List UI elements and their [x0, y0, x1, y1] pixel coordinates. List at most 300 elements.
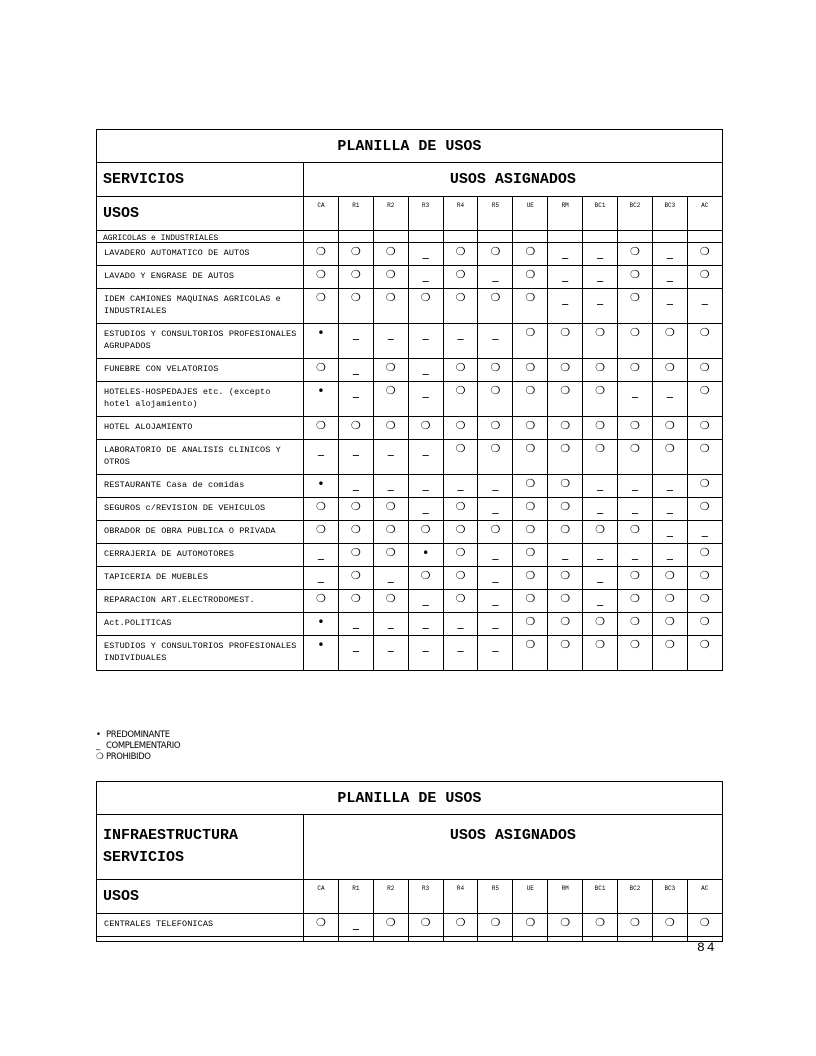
prohibido-icon: ❍ [687, 382, 722, 417]
prohibido-icon: ❍ [513, 417, 548, 440]
prohibido-icon: ❍ [443, 440, 478, 475]
complementario-icon: _ [408, 324, 443, 359]
column-header: R5 [478, 197, 513, 231]
complementario-icon: _ [443, 475, 478, 498]
complementario-icon: _ [652, 243, 687, 266]
complementario-icon: _ [373, 613, 408, 636]
column-header: BC1 [583, 880, 618, 914]
complementario-icon: _ [373, 324, 408, 359]
usos-label: USOS [97, 197, 304, 231]
prohibido-icon: ❍ [304, 521, 339, 544]
empty-cell [687, 231, 722, 243]
prohibido-icon: ❍ [373, 521, 408, 544]
empty-cell [548, 231, 583, 243]
empty-cell [304, 937, 339, 942]
predominante-icon: • [304, 636, 339, 671]
column-header: UE [513, 880, 548, 914]
column-header: BC2 [618, 197, 653, 231]
prohibido-icon: ❍ [583, 521, 618, 544]
legend-prohibido-label: PROHIBIDO [106, 752, 151, 762]
prohibido-icon: ❍ [583, 417, 618, 440]
column-header: AC [687, 197, 722, 231]
complementario-icon: _ [478, 475, 513, 498]
prohibido-icon: ❍ [618, 914, 653, 937]
prohibido-icon: ❍ [618, 266, 653, 289]
prohibido-icon: ❍ [548, 521, 583, 544]
prohibido-icon: ❍ [618, 440, 653, 475]
prohibido-icon: ❍ [443, 590, 478, 613]
prohibido-icon: ❍ [618, 243, 653, 266]
row-label: IDEM CAMIONES MAQUINAS AGRICOLAS e INDUSTRIALES [97, 289, 304, 324]
prohibido-icon: ❍ [513, 289, 548, 324]
legend [96, 730, 180, 763]
prohibido-icon: ❍ [443, 289, 478, 324]
empty-cell [513, 937, 548, 942]
empty-cell [618, 231, 653, 243]
prohibido-icon: ❍ [548, 914, 583, 937]
category-line-2: SERVICIOS [103, 849, 185, 866]
dot-icon: • [96, 730, 101, 740]
prohibido-icon: ❍ [338, 590, 373, 613]
prohibido-icon: ❍ [478, 359, 513, 382]
complementario-icon: _ [304, 567, 339, 590]
table-row [97, 914, 723, 937]
prohibido-icon: ❍ [478, 243, 513, 266]
prohibido-icon: ❍ [687, 243, 722, 266]
column-header: R3 [408, 197, 443, 231]
empty-cell [652, 937, 687, 942]
column-header: R1 [338, 880, 373, 914]
prohibido-icon: ❍ [443, 417, 478, 440]
complementario-icon: _ [408, 590, 443, 613]
prohibido-icon: ❍ [304, 289, 339, 324]
complementario-icon: _ [338, 324, 373, 359]
predominante-icon: • [304, 613, 339, 636]
prohibido-icon: ❍ [513, 567, 548, 590]
table-row [97, 324, 723, 359]
complementario-icon: _ [373, 440, 408, 475]
table-row [97, 567, 723, 590]
empty-cell [652, 231, 687, 243]
prohibido-icon: ❍ [652, 613, 687, 636]
prohibido-icon: ❍ [373, 289, 408, 324]
prohibido-icon: ❍ [304, 266, 339, 289]
prohibido-icon: ❍ [478, 382, 513, 417]
complementario-icon: _ [652, 475, 687, 498]
prohibido-icon: ❍ [443, 521, 478, 544]
prohibido-icon: ❍ [478, 521, 513, 544]
column-header: R1 [338, 197, 373, 231]
prohibido-icon: ❍ [373, 914, 408, 937]
usos-table-servicios [96, 129, 723, 671]
row-label: Act.POLITICAS [97, 613, 304, 636]
prohibido-icon: ❍ [548, 636, 583, 671]
prohibido-icon: ❍ [338, 289, 373, 324]
page-number: 84 [697, 940, 717, 955]
complementario-icon: _ [478, 266, 513, 289]
prohibido-icon: ❍ [338, 266, 373, 289]
prohibido-icon: ❍ [338, 567, 373, 590]
complementario-icon: _ [583, 590, 618, 613]
predominante-icon: • [304, 382, 339, 417]
prohibido-icon: ❍ [338, 521, 373, 544]
prohibido-icon: ❍ [618, 590, 653, 613]
circle-icon: ❍ [96, 752, 104, 762]
prohibido-icon: ❍ [513, 382, 548, 417]
complementario-icon: _ [687, 521, 722, 544]
table-row [97, 359, 723, 382]
row-label: ESTUDIOS Y CONSULTORIOS PROFESIONALES AGRUPADOS [97, 324, 304, 359]
prohibido-icon: ❍ [618, 417, 653, 440]
complementario-icon: _ [338, 636, 373, 671]
column-header: BC3 [652, 880, 687, 914]
empty-cell [443, 231, 478, 243]
empty-cell [408, 231, 443, 243]
prohibido-icon: ❍ [373, 417, 408, 440]
prohibido-icon: ❍ [548, 498, 583, 521]
column-header: R5 [478, 880, 513, 914]
prohibido-icon: ❍ [548, 417, 583, 440]
prohibido-icon: ❍ [652, 417, 687, 440]
prohibido-icon: ❍ [687, 636, 722, 671]
column-header: BC2 [618, 880, 653, 914]
column-header: RM [548, 880, 583, 914]
prohibido-icon: ❍ [583, 613, 618, 636]
complementario-icon: _ [408, 440, 443, 475]
table-row [97, 544, 723, 567]
prohibido-icon: ❍ [652, 359, 687, 382]
column-header: CA [304, 197, 339, 231]
column-header: CA [304, 880, 339, 914]
table-row [97, 498, 723, 521]
prohibido-icon: ❍ [373, 544, 408, 567]
column-header: R4 [443, 880, 478, 914]
planilla-servicios [96, 129, 722, 671]
assigned-header-2: USOS ASIGNADOS [304, 815, 723, 880]
prohibido-icon: ❍ [652, 636, 687, 671]
empty-cell [338, 231, 373, 243]
empty-cell [548, 937, 583, 942]
usos-table-infraestructura [96, 781, 723, 942]
complementario-icon: _ [408, 475, 443, 498]
complementario-icon: _ [408, 266, 443, 289]
column-header: R4 [443, 197, 478, 231]
column-header: R2 [373, 880, 408, 914]
prohibido-icon: ❍ [408, 567, 443, 590]
legend-predominante-label: PREDOMINANTE [106, 730, 170, 740]
prohibido-icon: ❍ [304, 359, 339, 382]
complementario-icon: _ [618, 544, 653, 567]
complementario-icon: _ [304, 440, 339, 475]
complementario-icon: _ [548, 544, 583, 567]
row-label: CERRAJERIA DE AUTOMOTORES [97, 544, 304, 567]
prohibido-icon: ❍ [548, 613, 583, 636]
table-row [97, 521, 723, 544]
prohibido-icon: ❍ [652, 567, 687, 590]
predominante-icon: • [304, 324, 339, 359]
complementario-icon: _ [652, 498, 687, 521]
empty-cell [373, 231, 408, 243]
row-label: HOTELES-HOSPEDAJES etc. (excepto hotel alojamiento) [97, 382, 304, 417]
prohibido-icon: ❍ [443, 914, 478, 937]
complementario-icon: _ [687, 289, 722, 324]
table-row [97, 440, 723, 475]
column-header: BC3 [652, 197, 687, 231]
prohibido-icon: ❍ [513, 266, 548, 289]
prohibido-icon: ❍ [408, 289, 443, 324]
complementario-icon: _ [338, 613, 373, 636]
row-label: CENTRALES TELEFONICAS [97, 914, 304, 937]
category-label-2 [97, 815, 304, 880]
prohibido-icon: ❍ [408, 417, 443, 440]
prohibido-icon: ❍ [513, 243, 548, 266]
prohibido-icon: ❍ [548, 359, 583, 382]
empty-cell [618, 937, 653, 942]
table-title: PLANILLA DE USOS [97, 130, 723, 163]
row-label: LABORATORIO DE ANALISIS CLINICOS Y OTROS [97, 440, 304, 475]
prohibido-icon: ❍ [583, 440, 618, 475]
prohibido-icon: ❍ [687, 440, 722, 475]
row-label: REPARACION ART.ELECTRODOMEST. [97, 590, 304, 613]
prohibido-icon: ❍ [618, 289, 653, 324]
table-row [97, 613, 723, 636]
complementario-icon: _ [338, 382, 373, 417]
complementario-icon: _ [583, 243, 618, 266]
complementario-icon: _ [338, 359, 373, 382]
prohibido-icon: ❍ [304, 498, 339, 521]
empty-cell [97, 937, 304, 942]
prohibido-icon: ❍ [687, 266, 722, 289]
prohibido-icon: ❍ [373, 498, 408, 521]
legend-predominante [96, 730, 180, 741]
prohibido-icon: ❍ [548, 382, 583, 417]
prohibido-icon: ❍ [513, 590, 548, 613]
prohibido-icon: ❍ [304, 417, 339, 440]
prohibido-icon: ❍ [618, 359, 653, 382]
prohibido-icon: ❍ [443, 544, 478, 567]
table-row [97, 266, 723, 289]
prohibido-icon: ❍ [513, 544, 548, 567]
table-row [97, 590, 723, 613]
prohibido-icon: ❍ [513, 324, 548, 359]
prohibido-icon: ❍ [687, 324, 722, 359]
row-label: TAPICERIA DE MUEBLES [97, 567, 304, 590]
assigned-header: USOS ASIGNADOS [304, 163, 723, 197]
complementario-icon: _ [652, 289, 687, 324]
complementario-icon: _ [338, 914, 373, 937]
prohibido-icon: ❍ [548, 567, 583, 590]
row-label: LAVADERO AUTOMATICO DE AUTOS [97, 243, 304, 266]
empty-row [97, 937, 723, 942]
table-row [97, 243, 723, 266]
prohibido-icon: ❍ [304, 590, 339, 613]
complementario-icon: _ [443, 636, 478, 671]
complementario-icon: _ [373, 567, 408, 590]
complementario-icon: _ [618, 382, 653, 417]
complementario-icon: _ [338, 475, 373, 498]
prohibido-icon: ❍ [443, 567, 478, 590]
prohibido-icon: ❍ [513, 521, 548, 544]
legend-complementario [96, 741, 180, 752]
prohibido-icon: ❍ [652, 324, 687, 359]
complementario-icon: _ [618, 498, 653, 521]
complementario-icon: _ [583, 498, 618, 521]
prohibido-icon: ❍ [338, 417, 373, 440]
table-row [97, 636, 723, 671]
prohibido-icon: ❍ [373, 243, 408, 266]
prohibido-icon: ❍ [338, 498, 373, 521]
complementario-icon: _ [548, 266, 583, 289]
complementario-icon: _ [408, 498, 443, 521]
complementario-icon: _ [408, 359, 443, 382]
prohibido-icon: ❍ [443, 359, 478, 382]
complementario-icon: _ [583, 475, 618, 498]
prohibido-icon: ❍ [687, 590, 722, 613]
prohibido-icon: ❍ [443, 266, 478, 289]
prohibido-icon: ❍ [687, 613, 722, 636]
prohibido-icon: ❍ [583, 324, 618, 359]
column-header: UE [513, 197, 548, 231]
prohibido-icon: ❍ [687, 567, 722, 590]
prohibido-icon: ❍ [618, 636, 653, 671]
complementario-icon: _ [478, 613, 513, 636]
prohibido-icon: ❍ [618, 567, 653, 590]
prohibido-icon: ❍ [478, 440, 513, 475]
complementario-icon: _ [338, 440, 373, 475]
complementario-icon: _ [478, 498, 513, 521]
prohibido-icon: ❍ [478, 914, 513, 937]
prohibido-icon: ❍ [618, 613, 653, 636]
prohibido-icon: ❍ [583, 636, 618, 671]
prohibido-icon: ❍ [373, 590, 408, 613]
prohibido-icon: ❍ [513, 636, 548, 671]
column-header: AC [687, 880, 722, 914]
complementario-icon: _ [652, 382, 687, 417]
empty-cell [373, 937, 408, 942]
complementario-icon: _ [583, 289, 618, 324]
complementario-icon: _ [652, 544, 687, 567]
prohibido-icon: ❍ [583, 382, 618, 417]
complementario-icon: _ [304, 544, 339, 567]
complementario-icon: _ [652, 521, 687, 544]
column-header: RM [548, 197, 583, 231]
empty-cell [583, 937, 618, 942]
table-row [97, 417, 723, 440]
column-header: R2 [373, 197, 408, 231]
prohibido-icon: ❍ [373, 359, 408, 382]
prohibido-icon: ❍ [478, 417, 513, 440]
prohibido-icon: ❍ [618, 521, 653, 544]
complementario-icon: _ [548, 243, 583, 266]
empty-cell [304, 231, 339, 243]
empty-cell [478, 231, 513, 243]
complementario-icon: _ [548, 289, 583, 324]
empty-cell [513, 231, 548, 243]
prohibido-icon: ❍ [687, 544, 722, 567]
prohibido-icon: ❍ [373, 382, 408, 417]
prohibido-icon: ❍ [304, 914, 339, 937]
prohibido-icon: ❍ [513, 613, 548, 636]
complementario-icon: _ [652, 266, 687, 289]
prohibido-icon: ❍ [304, 243, 339, 266]
prohibido-icon: ❍ [548, 324, 583, 359]
prohibido-icon: ❍ [443, 382, 478, 417]
complementario-icon: _ [408, 636, 443, 671]
row-label: SEGUROS c/REVISION DE VEHICULOS [97, 498, 304, 521]
prohibido-icon: ❍ [513, 359, 548, 382]
predominante-icon: • [408, 544, 443, 567]
continuation-label: AGRICOLAS e INDUSTRIALES [97, 231, 304, 243]
empty-cell [478, 937, 513, 942]
complementario-icon: _ [408, 382, 443, 417]
prohibido-icon: ❍ [548, 475, 583, 498]
prohibido-icon: ❍ [513, 440, 548, 475]
complementario-icon: _ [443, 324, 478, 359]
empty-cell [443, 937, 478, 942]
underscore-icon: _ [96, 741, 100, 751]
prohibido-icon: ❍ [687, 475, 722, 498]
complementario-icon: _ [618, 475, 653, 498]
complementario-icon: _ [583, 266, 618, 289]
row-label: FUNEBRE CON VELATORIOS [97, 359, 304, 382]
predominante-icon: • [304, 475, 339, 498]
prohibido-icon: ❍ [548, 590, 583, 613]
complementario-icon: _ [478, 324, 513, 359]
prohibido-icon: ❍ [583, 359, 618, 382]
complementario-icon: _ [408, 243, 443, 266]
row-label: ESTUDIOS Y CONSULTORIOS PROFESIONALES INDIVIDUALES [97, 636, 304, 671]
prohibido-icon: ❍ [687, 417, 722, 440]
prohibido-icon: ❍ [687, 359, 722, 382]
prohibido-icon: ❍ [618, 324, 653, 359]
row-label: OBRADOR DE OBRA PUBLICA O PRIVADA [97, 521, 304, 544]
prohibido-icon: ❍ [513, 914, 548, 937]
prohibido-icon: ❍ [513, 498, 548, 521]
empty-cell [408, 937, 443, 942]
row-label: HOTEL ALOJAMIENTO [97, 417, 304, 440]
prohibido-icon: ❍ [548, 440, 583, 475]
prohibido-icon: ❍ [408, 914, 443, 937]
prohibido-icon: ❍ [478, 289, 513, 324]
prohibido-icon: ❍ [338, 243, 373, 266]
prohibido-icon: ❍ [687, 498, 722, 521]
table-row [97, 475, 723, 498]
prohibido-icon: ❍ [443, 498, 478, 521]
prohibido-icon: ❍ [338, 544, 373, 567]
table-title-2: PLANILLA DE USOS [97, 782, 723, 815]
planilla-infraestructura [96, 781, 722, 942]
table-row [97, 382, 723, 417]
legend-prohibido [96, 752, 180, 763]
prohibido-icon: ❍ [513, 475, 548, 498]
category-line-1: INFRAESTRUCTURA [103, 827, 239, 844]
column-header: BC1 [583, 197, 618, 231]
prohibido-icon: ❍ [652, 914, 687, 937]
prohibido-icon: ❍ [652, 440, 687, 475]
prohibido-icon: ❍ [652, 590, 687, 613]
prohibido-icon: ❍ [373, 266, 408, 289]
column-header: R3 [408, 880, 443, 914]
prohibido-icon: ❍ [408, 521, 443, 544]
complementario-icon: _ [408, 613, 443, 636]
prohibido-icon: ❍ [443, 243, 478, 266]
complementario-icon: _ [373, 636, 408, 671]
table-row [97, 289, 723, 324]
row-label: LAVADO Y ENGRASE DE AUTOS [97, 266, 304, 289]
complementario-icon: _ [583, 567, 618, 590]
empty-cell [338, 937, 373, 942]
prohibido-icon: ❍ [687, 914, 722, 937]
